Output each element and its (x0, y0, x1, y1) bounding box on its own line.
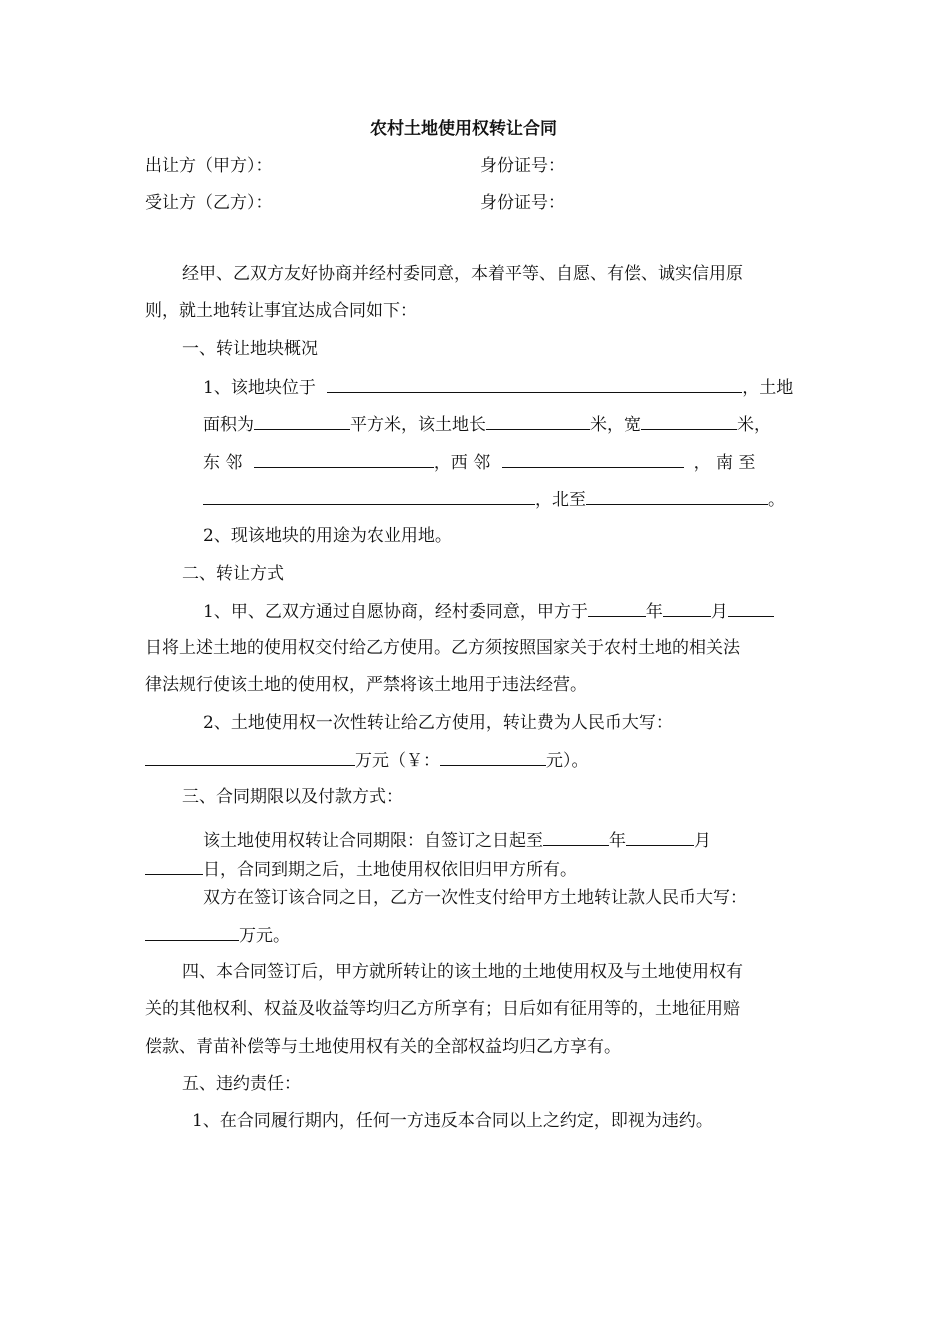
s1-item1-line1 (203, 376, 793, 399)
south-blank (203, 488, 535, 505)
s1-location-label: 1、该地块位于 (203, 378, 316, 398)
section-2-heading: 二、转让方式 (182, 564, 284, 584)
s1-land-label: ，土地 (742, 378, 794, 398)
s3-term-text: 该土地使用权转让合同期限：自签订之日起至 (203, 831, 543, 851)
s2-item1-line2: 日将上述土地的使用权交付给乙方使用。乙方须按照国家关于农村土地的相关法 (145, 638, 740, 658)
s2-item2-line2 (145, 749, 589, 772)
fee-yuan-label: 元）。 (546, 751, 589, 771)
s1-meter-label: 米， (737, 415, 771, 435)
s3-wan-label: 万元。 (239, 926, 290, 946)
party-a-id-label: 身份证号： (480, 156, 565, 176)
section-4-line1: 四、本合同签订后，甲方就所转让的该土地的土地使用权及与土地使用权有 (182, 962, 743, 982)
s3-day-blank (145, 858, 203, 875)
section-5-heading: 五、违约责任： (182, 1074, 301, 1094)
s3-pay-line1: 双方在签订该合同之日，乙方一次性支付给甲方土地转让款人民币大写： (203, 888, 747, 908)
s1-item1-line2 (203, 413, 771, 436)
east-blank (254, 451, 434, 468)
location-blank (327, 376, 742, 393)
width-blank (641, 413, 737, 430)
s1-end-mark: 。 (768, 490, 785, 510)
north-blank (586, 488, 768, 505)
party-b-id-label: 身份证号： (480, 193, 565, 213)
document-title: 农村土地使用权转让合同 (370, 119, 557, 139)
s2-item1-line1 (203, 600, 774, 623)
section-1-heading: 一、转让地块概况 (182, 339, 318, 359)
length-blank (486, 413, 590, 430)
s3-pay-line2 (145, 924, 290, 947)
intro-line-2: 则，就土地转让事宜达成合同如下： (145, 301, 417, 321)
fee-amount-blank (440, 749, 546, 766)
section-4-line3: 偿款、青苗补偿等与土地使用权有关的全部权益均归乙方享有。 (145, 1037, 621, 1057)
section-4-line2: 关的其他权利、权益及收益等均归乙方所享有；日后如有征用等的，土地征用赔 (145, 999, 740, 1019)
s2-item2-line1: 2、土地使用权一次性转让给乙方使用，转让费为人民币大写： (203, 713, 673, 733)
s5-item1: 1、在合同履行期内，任何一方违反本合同以上之约定，即视为违约。 (192, 1111, 713, 1131)
s1-item1-line3 (203, 451, 755, 474)
s1-item2: 2、现该地块的用途为农业用地。 (203, 526, 452, 546)
s1-area-label: 面积为 (203, 415, 254, 435)
fee-wan-label: 万元（￥： (355, 751, 440, 771)
s2-year-label: 年 (645, 602, 663, 622)
s2-day-blank (728, 600, 774, 617)
east-label: 东 邻 (203, 453, 243, 473)
s3-month-label: 月 (694, 831, 711, 851)
s2-item1-line3: 律法规行使该土地的使用权，严禁将该土地用于违法经营。 (145, 675, 587, 695)
s1-length-label: 平方米，该土地长 (350, 415, 486, 435)
s3-year-label: 年 (609, 831, 626, 851)
west-blank (502, 451, 684, 468)
fee-words-blank (145, 749, 355, 766)
s3-term-line1 (203, 829, 711, 852)
west-label: ，西 邻 (433, 453, 491, 473)
area-blank (254, 413, 350, 430)
section-3-heading: 三、合同期限以及付款方式： (182, 787, 403, 807)
s2-year-blank (588, 600, 646, 617)
s3-year-blank (543, 829, 609, 846)
s2-month-label: 月 (710, 602, 728, 622)
s1-width-label: 米，宽 (590, 415, 641, 435)
south-label: ， 南 至 (693, 453, 756, 473)
s1-item1-line4 (203, 488, 785, 511)
s2-month-blank (663, 600, 711, 617)
s3-term-line2 (145, 858, 577, 881)
party-b-label: 受让方（乙方）： (145, 193, 273, 213)
s2-item1-text: 1、甲、乙双方通过自愿协商，经村委同意，甲方于 (203, 602, 588, 622)
intro-line-1: 经甲、乙双方友好协商并经村委同意，本着平等、自愿、有偿、诚实信用原 (182, 264, 743, 284)
s3-month-blank (626, 829, 694, 846)
s3-term-end: 日，合同到期之后，土地使用权依旧归甲方所有。 (203, 860, 577, 880)
party-a-label: 出让方（甲方）： (145, 156, 273, 176)
north-label: ，北至 (535, 490, 586, 510)
payment-blank (145, 924, 239, 941)
